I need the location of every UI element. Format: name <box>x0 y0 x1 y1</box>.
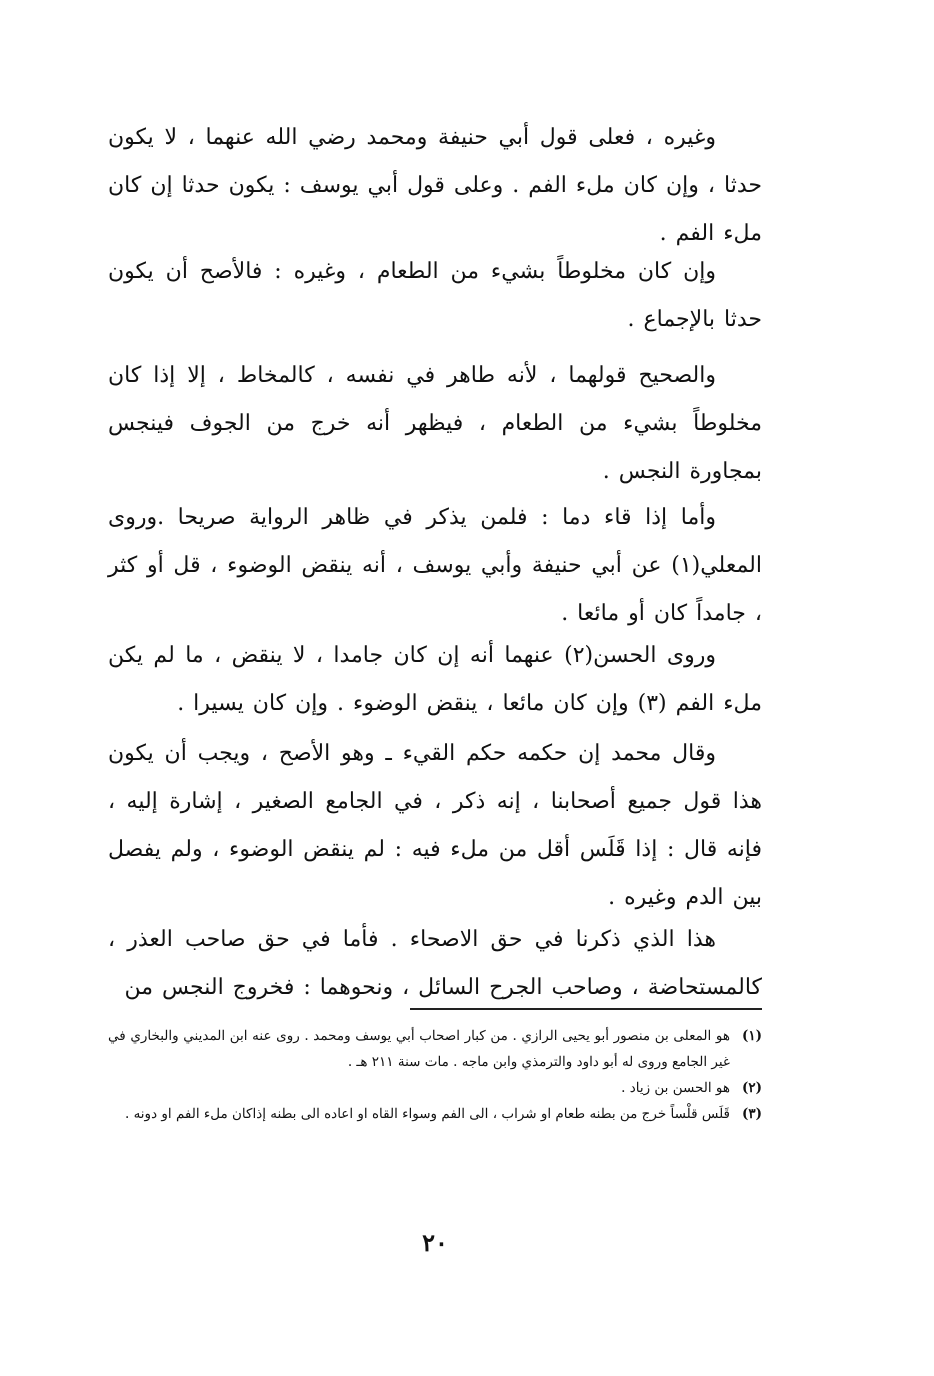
body-paragraph-5: وروى الحسن(٢) عنهما أنه إن كان جامدا ، لا ينقض ، ما لم يكن ملء الفم (٣) وإن كان مائعا ، ينقض الوضوء . وإن كان يسيرا . <box>108 643 762 716</box>
page-number: ٢٠ <box>422 1228 448 1257</box>
footnote-1 <box>108 1023 762 1075</box>
footnote-text: قَلَس قلْساً خرج من بطنه طعام او شراب ، الى الفم وسواء القاه او اعاده الى بطنه إذاكان ملء الفم او دونه . <box>124 1106 730 1122</box>
body-paragraph-3: والصحيح قولهما ، لأنه طاهر في نفسه ، كالمخاط ، إلا إذا كان مخلوطاً بشيء من الطعام ، فيظهر أنه خرج من الجوف فينجس بمجاورة النجس . <box>108 363 762 484</box>
footnotes <box>108 1023 762 1127</box>
footnote-3 <box>108 1101 762 1127</box>
body-paragraph-7: هذا الذي ذكرنا في حق الاصحاء . فأما في حق صاحب العذر ، كالمستحاضة ، وصاحب الجرح السائل ، ونحوهما : فخروج النجس من <box>108 927 762 1000</box>
footnote-text: هو الحسن بن زياد . <box>621 1080 730 1096</box>
footnote-text: هو المعلى بن منصور أبو يحيى الرازي . من كبار اصحاب أبي يوسف ومحمد . روى عنه ابن المديني والبخاري في غير الجامع وروى له أبو داود والترمذي وابن ماجه . مات سنة ٢١١ هـ . <box>108 1028 730 1070</box>
footnote-separator <box>410 1008 762 1010</box>
footnote-number: (٣) <box>741 1106 762 1122</box>
footnote-2 <box>108 1075 762 1101</box>
body-paragraph-1: وغيره ، فعلى قول أبي حنيفة ومحمد رضي الله عنهما ، لا يكون حدثا ، وإن كان ملء الفم . وعلى قول أبي يوسف : يكون حدثا إن كان ملء الفم . <box>108 125 762 246</box>
page-content <box>108 108 762 1348</box>
body-paragraph-2: وإن كان مخلوطاً بشيء من الطعام ، وغيره : فالأصح أن يكون حدثا بالإجماع . <box>108 259 762 332</box>
footnote-number: (١) <box>741 1028 762 1044</box>
footnote-number: (٢) <box>741 1080 762 1096</box>
body-paragraph-6: وقال محمد إن حكمه حكم القيء ـ وهو الأصح ، ويجب أن يكون هذا قول جميع أصحابنا ، إنه ذكر ، في الجامع الصغير ، إشارة إليه ، فإنه قال : إذا قَلَس أقل من ملء فيه : لم ينقض الوضوء ، ولم يفصل بين الدم وغيره . <box>108 741 762 910</box>
body-paragraph-4: وأما إذا قاء دما : فلمن يذكر في ظاهر الرواية صريحا .وروى المعلي(١) عن أبي حنيفة وأبي يوسف ، أنه ينقض الوضوء ، قل أو كثر ، جامداً كان أو مائعا . <box>108 505 762 626</box>
